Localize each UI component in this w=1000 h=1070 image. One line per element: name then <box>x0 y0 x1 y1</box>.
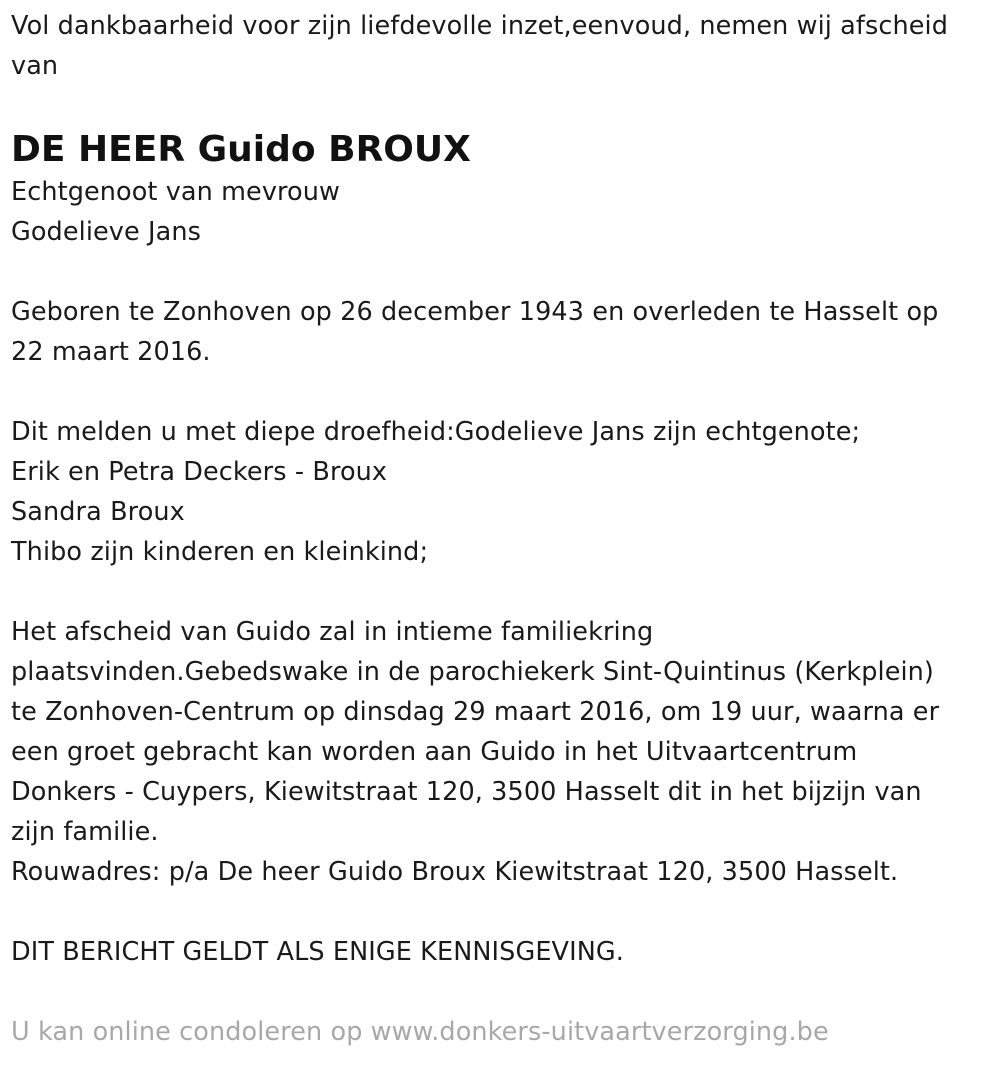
spacer <box>11 972 986 1012</box>
intro-text: Vol dankbaarheid voor zijn liefdevolle inzet,eenvoud, nemen wij afscheid van <box>11 11 948 81</box>
spacer <box>11 372 986 412</box>
official-notice-text: DIT BERICHT GELDT ALS ENIGE KENNISGEVING. <box>11 937 624 967</box>
online-condolence-link[interactable]: U kan online condoleren op www.donkers-uitvaartverzorging.be <box>11 1017 829 1047</box>
spacer <box>11 252 986 292</box>
deceased-name: DE HEER Guido BROUX <box>11 129 471 170</box>
birth-death-text: Geboren te Zonhoven op 26 december 1943 en overleden te Hasselt op 22 maart 2016. <box>11 297 939 367</box>
spouse-text: Echtgenoot van mevrouw Godelieve Jans <box>11 177 340 247</box>
farewell-text: Het afscheid van Guido zal in intieme familiekring plaatsvinden.Gebedswake in de parochiekerk Sint-Quintinus (Kerkplein) te Zonhoven-Centrum op dinsdag 29 maart 2016, om 19 uur, waarna er een groet gebracht kan worden aan Guido in het Uitvaartcentrum Donkers - Cuypers, Kiewitstraat 120, 3500 Hasselt dit in het bijzijn van zijn familie. Rouwadres: p/a De heer Guido Broux Kiewitstraat 120, 3500 Hasselt. <box>11 617 940 887</box>
spacer <box>11 572 986 612</box>
spacer <box>11 892 986 932</box>
death-notice <box>11 0 986 1052</box>
family-text: Dit melden u met diepe droefheid:Godelieve Jans zijn echtgenote; Erik en Petra Deckers - Broux Sandra Broux Thibo zijn kinderen en kleinkind; <box>11 417 861 567</box>
